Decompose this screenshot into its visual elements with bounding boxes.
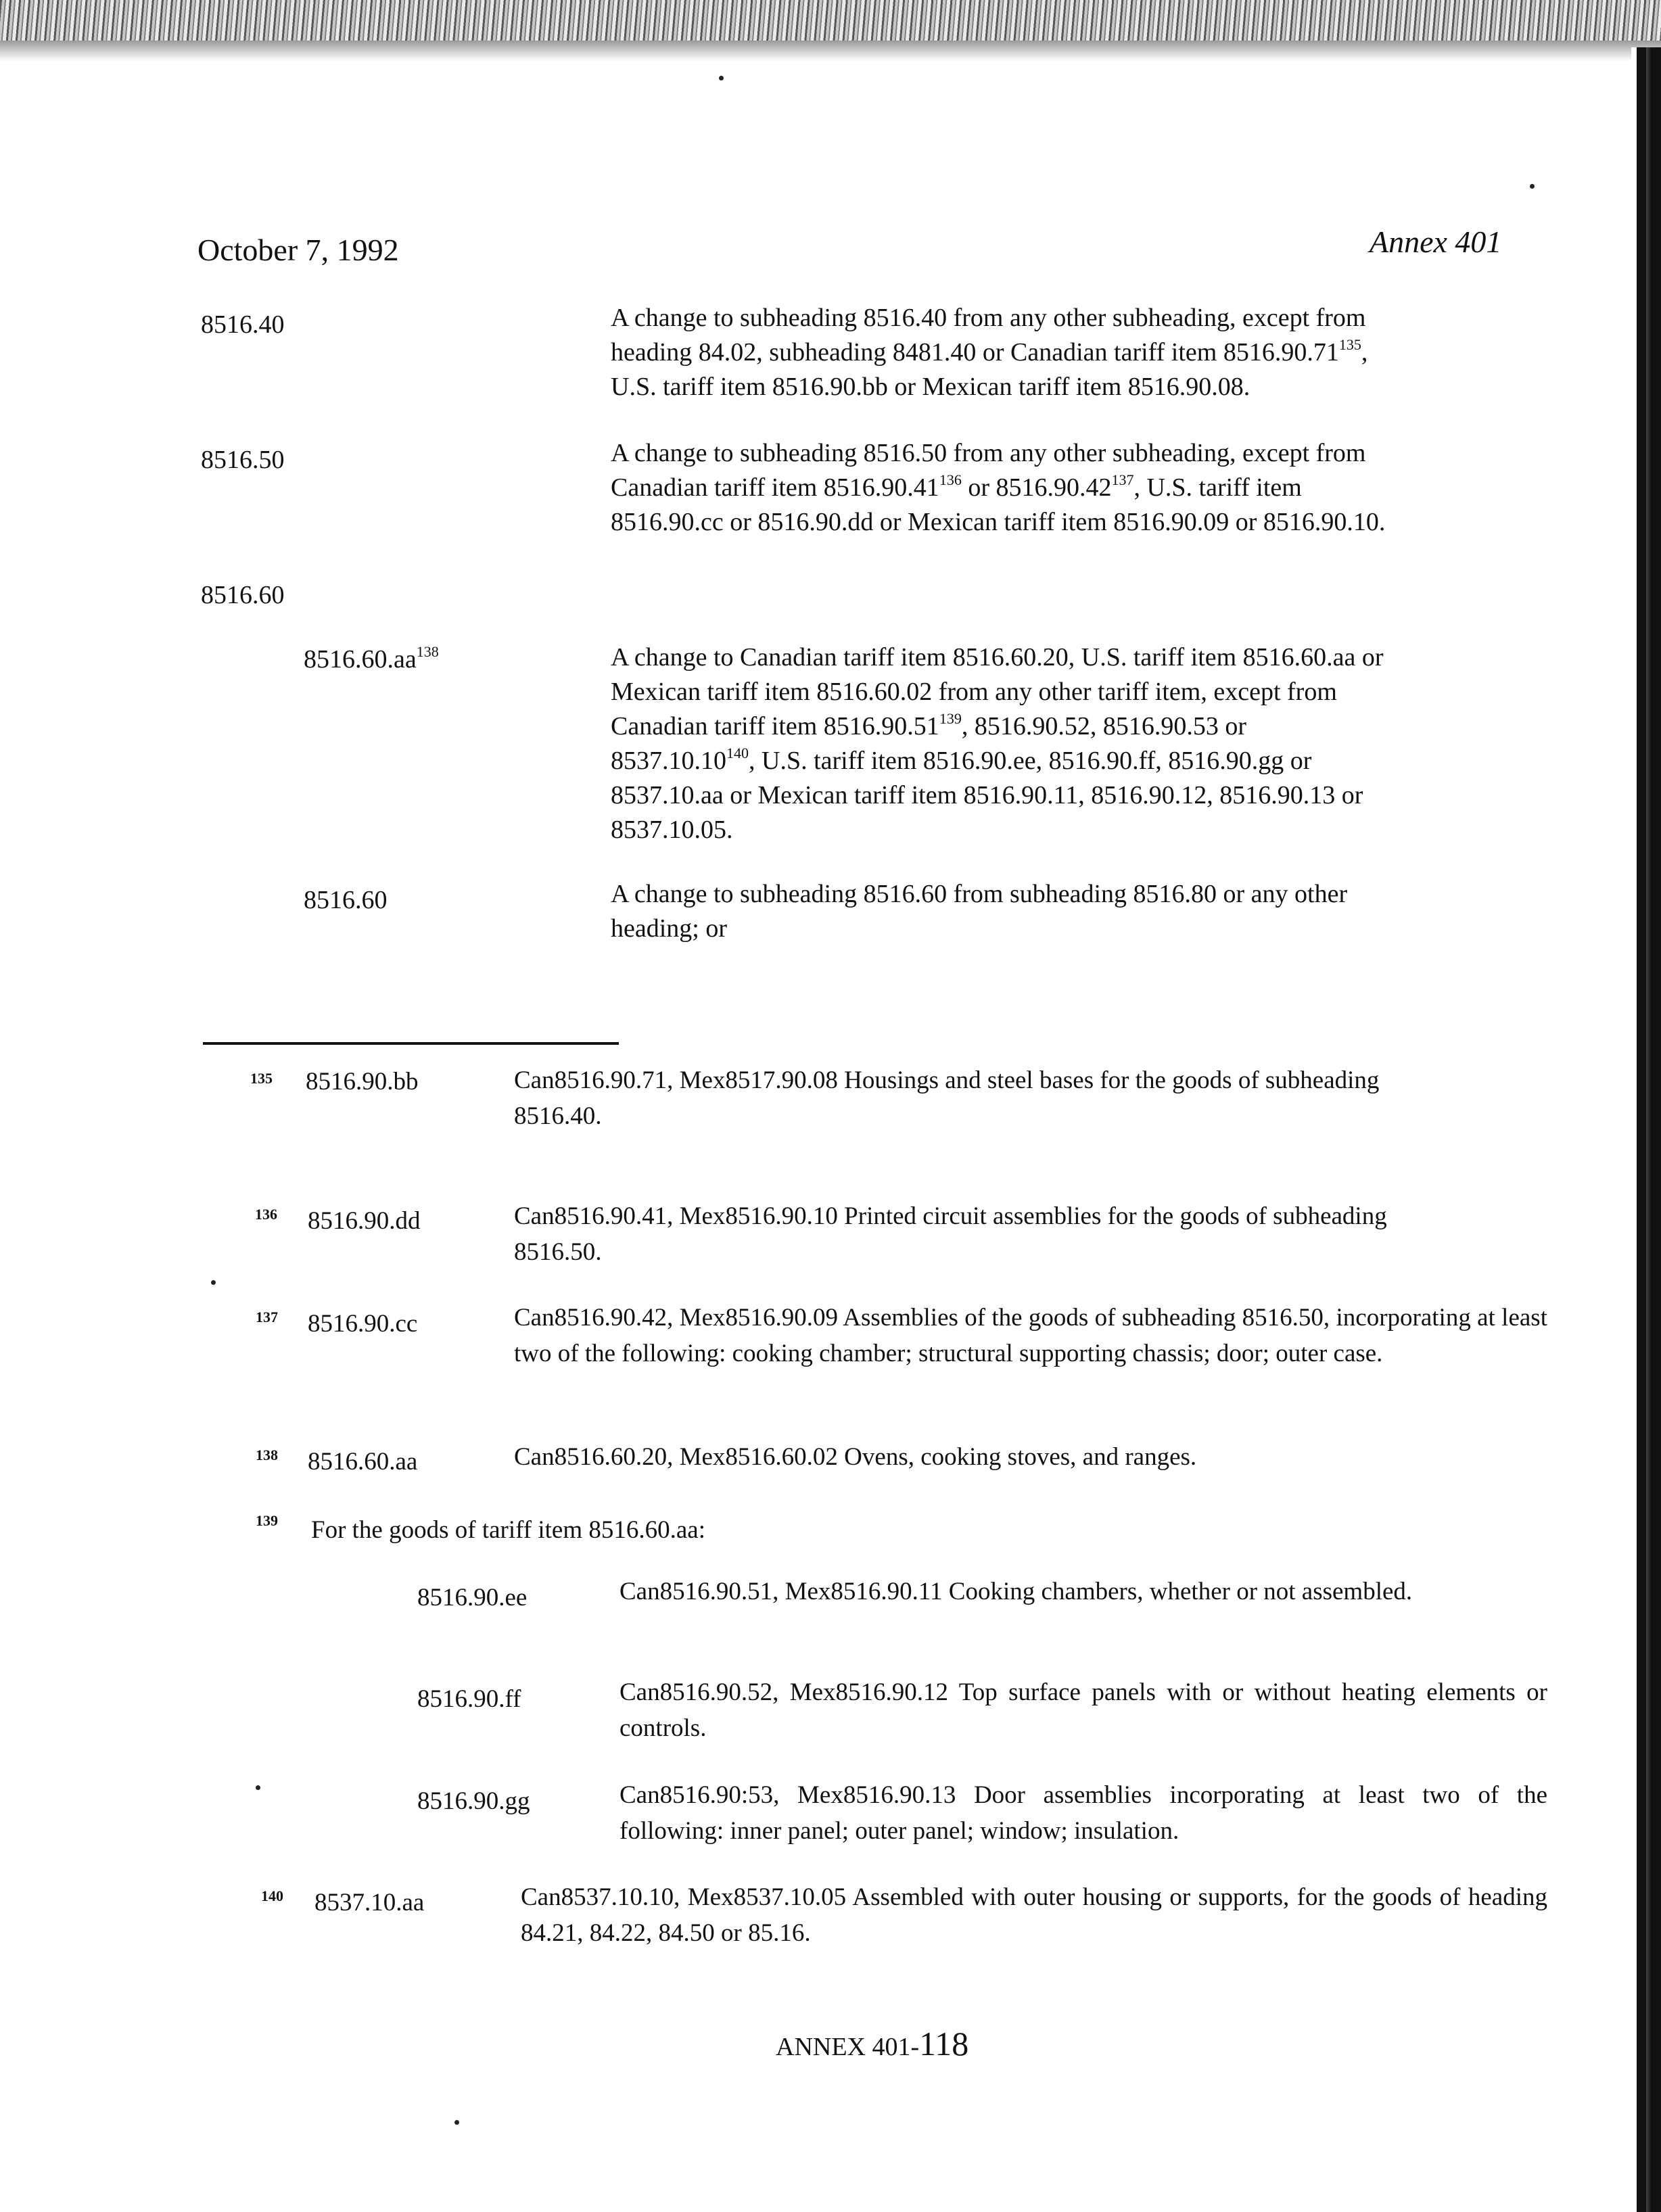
rule-text (611, 640, 1384, 847)
footnote-subtext: Can8516.90:53, Mex8516.90.13 Door assemblies incorporating at least two of the following: inner panel; outer panel; window; insulation. (619, 1781, 1547, 1845)
footnote-subcode: 8516.90.ee (417, 1584, 528, 1611)
header-date: October 7, 1992 (197, 233, 399, 267)
footnote-text: Can8516.90.71, Mex8517.90.08 Housings and steel bases for the goods of subheading 8516.40. (514, 1066, 1380, 1130)
footnote-number: 137 (256, 1309, 278, 1325)
rule-text-line: A change to subheading 8516.50 from any other subheading, except from (611, 439, 1366, 467)
footnote-number: 139 (256, 1512, 278, 1529)
rule-text-line: heading; or (611, 914, 728, 943)
footnote-code: 8516.90.dd (308, 1207, 421, 1235)
footnote-code: 8537.10.aa (314, 1889, 425, 1916)
rule-text-line: A change to subheading 8516.40 from any other subheading, except from (611, 304, 1366, 332)
footnote-number: 136 (255, 1206, 277, 1223)
page-footer: ANNEX 401-118 (776, 2025, 969, 2063)
scan-right-edge (1631, 47, 1661, 2212)
footnote-text: Can8537.10.10, Mex8537.10.05 Assembled with outer housing or supports, for the goods of heading 84.21, 84.22, 84.50 or 85.16. (521, 1883, 1547, 1947)
footnote-separator (203, 1042, 619, 1045)
rule-text (611, 301, 1367, 404)
rule-text (611, 436, 1385, 540)
rule-text-line: 8537.10.05. (611, 816, 733, 844)
rule-text-line: 8537.10.10$^{140}$, U.S. tariff item 8516.90.ee, 8516.90.ff, 8516.90.gg or (611, 745, 1312, 775)
rule-text-line: A change to Canadian tariff item 8516.60.20, U.S. tariff item 8516.60.aa or (611, 643, 1384, 672)
scan-speck (454, 2120, 459, 2125)
rule-text-line: U.S. tariff item 8516.90.bb or Mexican tariff item 8516.90.08. (611, 373, 1250, 401)
rule-text-line: 8516.90.cc or 8516.90.dd or Mexican tariff item 8516.90.09 or 8516.90.10. (611, 508, 1386, 536)
footnote-number: 135 (250, 1070, 273, 1087)
scan-speck (256, 1785, 260, 1790)
footnote-intro: For the goods of tariff item 8516.60.aa: (311, 1516, 705, 1544)
header-annex: Annex 401 (1370, 225, 1502, 259)
footnote-code: 8516.90.bb (306, 1068, 419, 1096)
rule-code: 8516.50 (201, 446, 285, 474)
rule-text-line: Mexican tariff item 8516.60.02 from any other tariff item, except from (611, 678, 1337, 706)
footnote-number: 140 (261, 1887, 283, 1904)
rule-text-line: Canadian tariff item 8516.90.41$^{136}$ or 8516.90.42$^{137}$, U.S. tariff item (611, 471, 1302, 502)
footnote-text: Can8516.90.41, Mex8516.90.10 Printed circuit assemblies for the goods of subheading 8516.50. (514, 1202, 1387, 1266)
rule-text (611, 877, 1347, 946)
footnote-subcode: 8516.90.ff (417, 1685, 521, 1713)
footnote-text: Can8516.60.20, Mex8516.60.02 Ovens, cooking stoves, and ranges. (514, 1443, 1197, 1471)
rule-subcode: 8516.60 (304, 886, 388, 914)
footnote-text: Can8516.90.42, Mex8516.90.09 Assemblies of the goods of subheading 8516.50, incorporating at least two of the following: cooking chamber; structural supporting chassis; door; outer case. (514, 1304, 1547, 1367)
footnote-code: 8516.90.cc (308, 1310, 418, 1338)
footnote-subcode: 8516.90.gg (417, 1787, 530, 1815)
footnote-number: 138 (256, 1446, 278, 1463)
rule-text-line: A change to subheading 8516.60 from subheading 8516.80 or any other (611, 880, 1348, 908)
rule-code: 8516.60 (201, 581, 285, 609)
scan-speck (719, 76, 724, 80)
footnote-subtext: Can8516.90.51, Mex8516.90.11 Cooking chambers, whether or not assembled. (619, 1578, 1413, 1605)
footnote-code: 8516.60.aa (308, 1448, 418, 1476)
scan-speck (211, 1280, 216, 1285)
rule-text-line: 8537.10.aa or Mexican tariff item 8516.90.11, 8516.90.12, 8516.90.13 or (611, 781, 1363, 809)
scan-top-shadow (0, 41, 1661, 61)
scan-speck (1530, 184, 1535, 189)
rule-code: 8516.40 (201, 310, 285, 339)
rule-text-line: Canadian tariff item 8516.90.51$^{139}$, 8516.90.52, 8516.90.53 or (611, 710, 1246, 740)
rule-text-line: heading 84.02, subheading 8481.40 or Canadian tariff item 8516.90.71$^{135}$, (611, 336, 1368, 367)
rule-subcode: $8516.60.aa^{138}$ (304, 643, 439, 674)
footnote-subtext: Can8516.90.52, Mex8516.90.12 Top surface panels with or without heating elements or controls. (619, 1678, 1547, 1742)
